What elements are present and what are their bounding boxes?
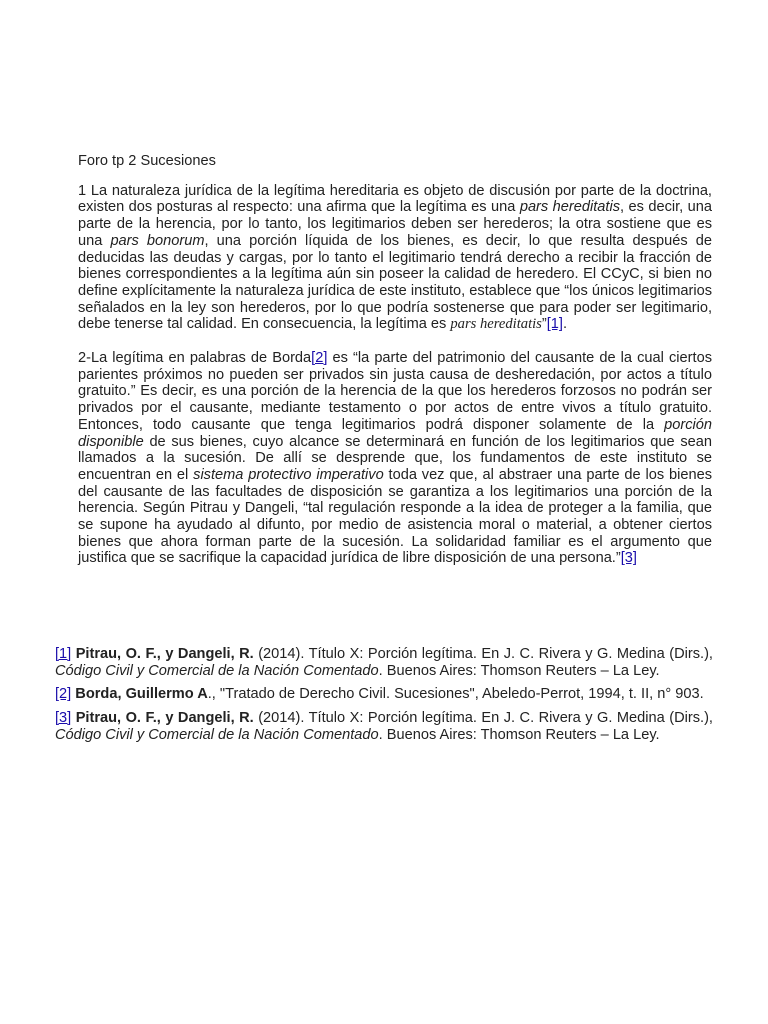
document-title: Foro tp 2 Sucesiones — [78, 153, 216, 169]
footnote-3-book-title: Código Civil y Comercial de la Nación Comentado — [55, 726, 379, 743]
footnote-backlink-1[interactable]: [1] — [55, 646, 72, 662]
footnote-1-book-title: Código Civil y Comercial de la Nación Comentado — [55, 662, 379, 679]
footnote-3-text-b: . Buenos Aires: Thomson Reuters – La Ley. — [378, 726, 660, 743]
footnote-1-text-a: (2014). Título X: Porción legítima. En J. C. Rivera y G. Medina (Dirs.), — [253, 646, 713, 662]
paragraph-1 — [78, 183, 712, 333]
footnote-2-author: Borda, Guillermo A — [75, 686, 208, 703]
paragraph-2-text-c: de sus bienes, cuyo alcance se determinará en función de los legitimarios que sean llamados a la sucesión. De allí se desprende que, los fundamentos de este instituto se encuentran en el — [78, 433, 712, 483]
paragraph-2-text-a: 2-La legítima en palabras de Borda — [78, 350, 312, 367]
paragraph-2-text-d: toda vez que, al abstraer una parte de los bienes del causante de las facultades de disposición se garantiza a los legitimarios una porción de la herencia. Según Pitrau y Dangeli, “tal regulación responde a la idea de proteger a la familia, que se supone ha ayudado al difunto, por medio de asistencia moral o material, a obtener ciertos bienes que ahora forman parte de la sucesión. La solidaridad familiar es el argumento que justifica que se sacrifique la capacidad jurídica de libre disposición de una persona.” — [78, 466, 712, 567]
footnote-1 — [55, 646, 713, 679]
footnote-link-3[interactable]: [3] — [620, 550, 637, 567]
footnote-link-2[interactable]: [2] — [311, 350, 328, 367]
footnote-2-text-a: ., "Tratado de Derecho Civil. Sucesiones", Abeledo-Perrot, 1994, t. II, n° 903. — [207, 686, 704, 703]
footnote-3-text-a: (2014). Título X: Porción legítima. En J. C. Rivera y G. Medina (Dirs.), — [253, 710, 713, 727]
paragraph-1-text-e: . — [562, 316, 568, 333]
footnote-backlink-3[interactable]: [3] — [55, 710, 72, 727]
footnote-2 — [55, 686, 713, 703]
paragraph-1-text-c: , una porción líquida de los bienes, es decir, lo que resulta después de deducidas las deudas y cargas, por lo tanto el legitimario tendrá derecho a recibir la fracción de bienes correspondientes a la legítima aún sin poseer la calidad de heredero. El CCyC, si bien no define explícitamente la naturaleza jurídica de este instituto, establece que “los únicos legitimarios señalados en la ley son herederos, por lo que podría sostenerse que para poder ser legitimario, debe tenerse tal calidad. En consecuencia, la legítima es — [78, 232, 712, 333]
paragraph-2-italic-b: sistema protectivo imperativo — [193, 466, 384, 483]
paragraph-2-text-b: es “la parte del patrimonio del causante de la cual ciertos parientes próximos no pueden ser privados sin justa causa de desheredación, por actos a título gratuito.” Es decir, es una porción de la herencia de la que los herederos forzosos no podrán ser privados por el causante, mediante testamento o por actos de entre vivos a título gratuito. Entonces, todo causante que tenga legitimarios podrá disponer solamente de la — [78, 350, 712, 433]
footnote-1-text-b: . Buenos Aires: Thomson Reuters – La Ley. — [378, 662, 660, 679]
paragraph-1-italic-c: pars hereditatis — [450, 316, 542, 333]
paragraph-2 — [78, 350, 712, 567]
paragraph-2-italic-a: porción disponible — [78, 416, 712, 450]
footnote-backlink-2[interactable]: [2] — [55, 686, 72, 703]
paragraph-1-text-d: ” — [541, 316, 547, 333]
footnote-link-1[interactable]: [1] — [546, 316, 563, 333]
paragraph-1-text-a: 1 La naturaleza jurídica de la legítima hereditaria es objeto de discusión por parte de la doctrina, existen dos posturas al respecto: una afirma que la legítima es una — [78, 182, 712, 216]
footnotes-section — [55, 646, 713, 744]
document-body — [78, 153, 712, 567]
footnote-1-author: Pitrau, O. F., y Dangeli, R. — [75, 646, 254, 662]
footnote-3 — [55, 710, 713, 743]
paragraph-1-italic-a: pars hereditatis — [519, 199, 620, 216]
footnote-3-author: Pitrau, O. F., y Dangeli, R. — [75, 710, 254, 727]
paragraph-1-italic-b: pars bonorum — [110, 232, 205, 249]
paragraph-1-text-b: , es decir, una parte de la herencia, por lo tanto, los legitimarios deben ser herederos; la otra sostiene que es una — [78, 199, 713, 249]
